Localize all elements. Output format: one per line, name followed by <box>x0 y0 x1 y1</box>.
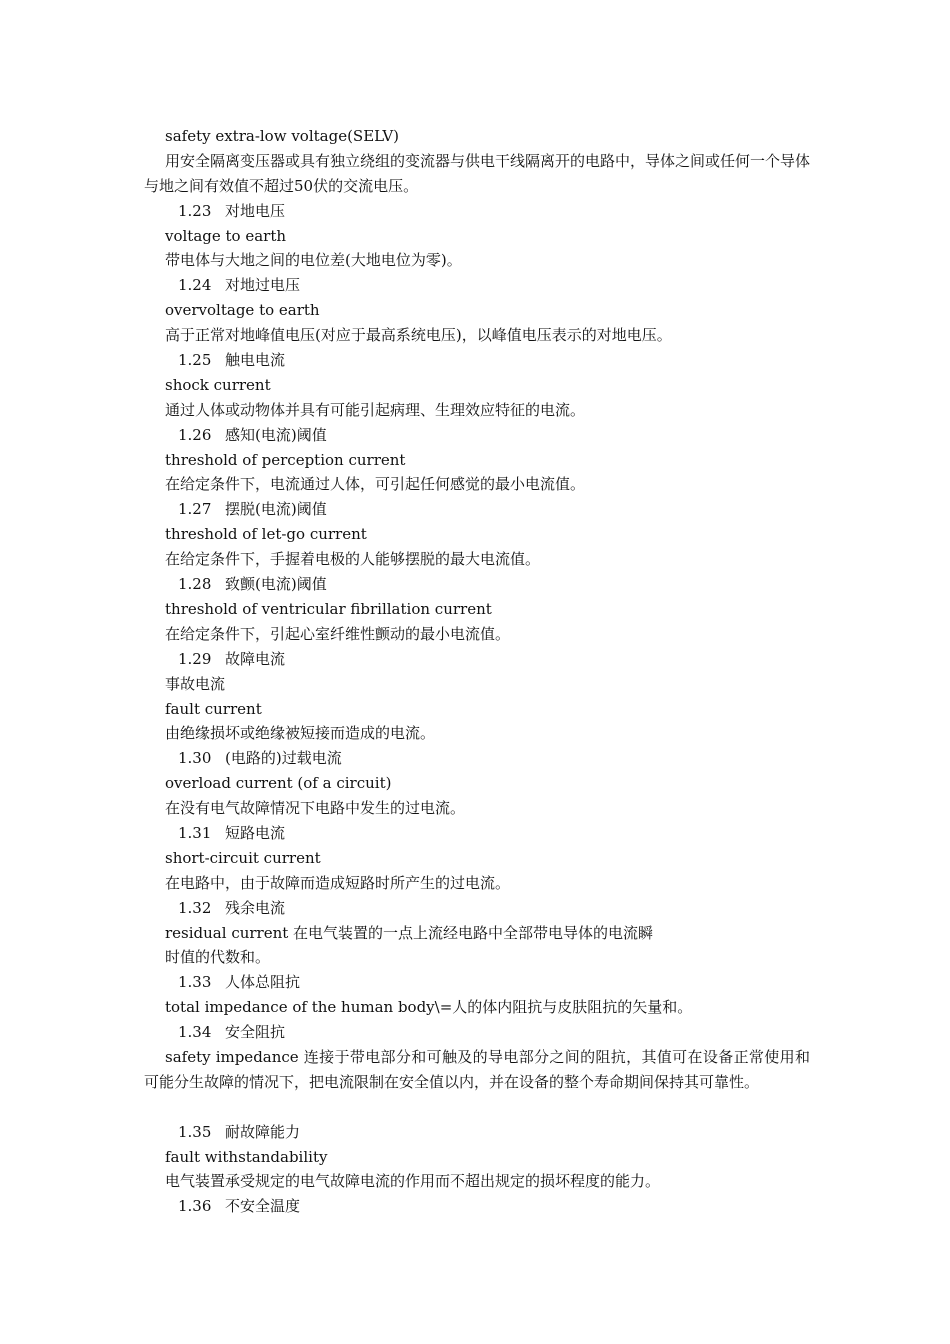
term-definition: 由绝缘损坏或绝缘被短接而造成的电流。 <box>165 724 436 743</box>
term-heading <box>144 1194 810 1219</box>
term-synonym: 事故电流 <box>165 674 226 693</box>
term-heading <box>144 348 810 373</box>
term-heading <box>144 273 810 298</box>
term-number: 1.24 <box>178 276 212 295</box>
term-number: 1.29 <box>178 649 212 668</box>
term-english: fault withstandability <box>165 1147 328 1166</box>
term-title: 感知(电流)阈值 <box>225 425 327 444</box>
term-definition: 在给定条件下，电流通过人体，可引起任何感觉的最小电流值。 <box>165 475 586 494</box>
term-heading <box>144 821 810 846</box>
term-number: 1.23 <box>178 201 212 220</box>
term-heading <box>144 1020 810 1045</box>
term-definition: 高于正常对地峰值电压(对应于最高系统电压)，以峰值电压表示的对地电压。 <box>165 326 672 345</box>
term-number: 1.35 <box>178 1122 212 1141</box>
term-heading <box>144 647 810 672</box>
document-page <box>144 124 810 1219</box>
term-number: 1.25 <box>178 351 212 370</box>
definition-paragraph: 用安全隔离变压器或具有独立绕组的变流器与供电干线隔离开的电路中，导体之间或任何一个导体与地之间有效值不超过50伏的交流电压。 <box>144 151 811 195</box>
term-number: 1.36 <box>178 1197 212 1216</box>
term-english: overvoltage to earth <box>165 301 320 320</box>
term-number: 1.31 <box>178 823 212 842</box>
term-definition: 电气装置承受规定的电气故障电流的作用而不超出规定的损坏程度的能力。 <box>165 1172 661 1191</box>
term-definition: 在电路中，由于故障而造成短路时所产生的过电流。 <box>165 873 511 892</box>
definition-paragraph: safety impedance 连接于带电部分和可触及的导电部分之间的阻抗，其值可在设备正常使用和可能分生故障的情况下，把电流限制在安全值以内，并在设备的整个寿命期间保持其可靠性。 <box>144 1047 810 1091</box>
term-english: threshold of let-go current <box>165 525 367 544</box>
term-title: 短路电流 <box>225 823 286 842</box>
term-english: short-circuit current <box>165 848 321 867</box>
term-number: 1.32 <box>178 898 212 917</box>
term-title: 安全阻抗 <box>225 1023 286 1042</box>
term-english: safety extra-low voltage(SELV) <box>165 127 400 145</box>
term-definition: 在给定条件下，引起心室纤维性颤动的最小电流值。 <box>165 624 511 643</box>
term-definition: 在给定条件下，手握着电极的人能够摆脱的最大电流值。 <box>165 550 541 569</box>
term-title: 故障电流 <box>225 649 286 668</box>
term-definition: total impedance of the human body\=人的体内阻抗与皮肤阻抗的矢量和。 <box>165 998 693 1017</box>
term-number: 1.28 <box>178 575 212 594</box>
term-english: threshold of perception current <box>165 450 406 469</box>
term-title: 对地过电压 <box>225 276 301 295</box>
term-english: shock current <box>165 375 271 394</box>
term-heading <box>144 746 810 771</box>
term-number: 1.26 <box>178 425 212 444</box>
term-title: 触电电流 <box>225 351 286 370</box>
term-title: (电路的)过载电流 <box>225 749 342 768</box>
term-title: 残余电流 <box>225 898 286 917</box>
term-heading <box>144 896 810 921</box>
term-english: fault current <box>165 699 262 718</box>
term-definition: 通过人体或动物体并具有可能引起病理、生理效应特征的电流。 <box>165 400 586 419</box>
term-heading <box>144 572 810 597</box>
term-title: 致颤(电流)阈值 <box>225 575 327 594</box>
term-heading <box>144 423 810 448</box>
term-english: overload current (of a circuit) <box>165 774 392 793</box>
term-title: 耐故障能力 <box>225 1122 301 1141</box>
term-number: 1.27 <box>178 500 212 519</box>
term-heading <box>144 199 810 224</box>
term-definition: 在没有电气故障情况下电路中发生的过电流。 <box>165 799 466 818</box>
term-definition: residual current 在电气装置的一点上流经电路中全部带电导体的电流瞬 <box>165 923 654 942</box>
term-english: threshold of ventricular fibrillation current <box>165 599 492 618</box>
term-title: 对地电压 <box>225 201 286 220</box>
term-definition-continued: 时值的代数和。 <box>165 948 271 967</box>
term-number: 1.30 <box>178 749 212 768</box>
term-heading <box>144 1120 810 1145</box>
term-title: 摆脱(电流)阈值 <box>225 500 327 519</box>
term-number: 1.33 <box>178 973 212 992</box>
term-title: 不安全温度 <box>225 1197 301 1216</box>
term-english: voltage to earth <box>165 226 287 245</box>
term-title: 人体总阻抗 <box>225 973 301 992</box>
term-definition: 带电体与大地之间的电位差(大地电位为零)。 <box>165 251 462 270</box>
term-heading <box>144 970 810 995</box>
term-heading <box>144 497 810 522</box>
term-number: 1.34 <box>178 1023 212 1042</box>
